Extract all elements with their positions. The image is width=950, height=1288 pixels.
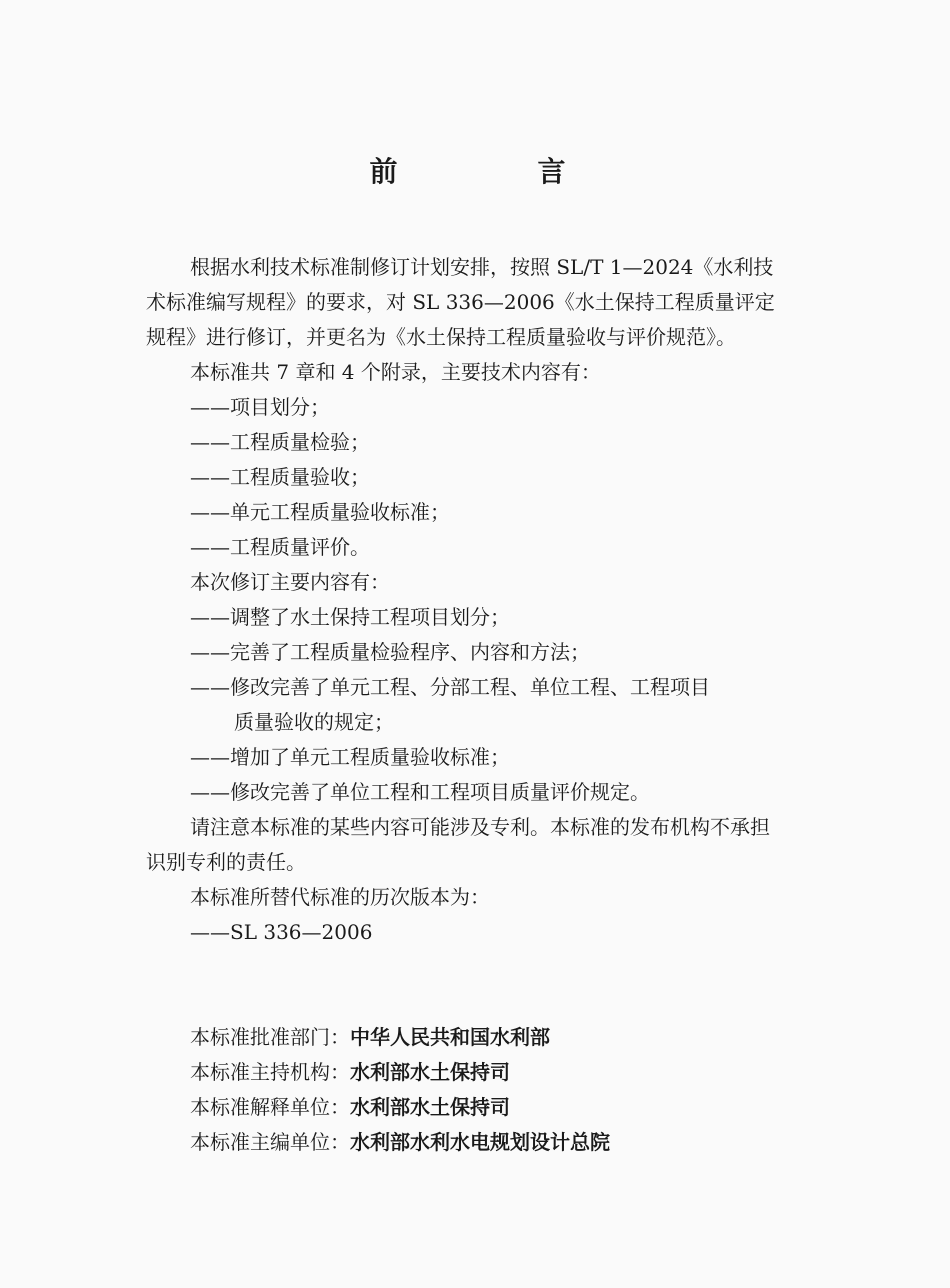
revision-item: ——修改完善了单位工程和工程项目质量评价规定。: [190, 780, 650, 804]
meta-label: 本标准解释单位：: [190, 1095, 350, 1119]
page-title: 前 言: [369, 155, 622, 188]
main-item: ——工程质量验收；: [190, 465, 370, 489]
approval-department-row: [190, 1020, 610, 1055]
meta-label: 本标准主持机构：: [190, 1060, 350, 1084]
chief-editor-unit-row: [190, 1125, 610, 1160]
main-content-intro: 本标准共 7 章和 4 个附录，主要技术内容有：: [190, 360, 601, 384]
interpretation-unit-row: [190, 1090, 610, 1125]
meta-label: 本标准主编单位：: [190, 1130, 350, 1154]
patent-notice: 请注意本标准的某些内容可能涉及专利。本标准的发布机构不承担识别专利的责任。: [146, 815, 770, 874]
main-item: ——项目划分；: [190, 395, 330, 419]
history-item: ——SL 336—2006: [190, 920, 373, 944]
revision-item: ——增加了单元工程质量验收标准；: [190, 745, 510, 769]
meta-label: 本标准批准部门：: [190, 1025, 350, 1049]
main-item: ——工程质量检验；: [190, 430, 370, 454]
standard-metadata: [190, 1020, 610, 1160]
revision-item-continuation: 质量验收的规定；: [234, 710, 394, 734]
main-item: ——单元工程质量验收标准；: [190, 500, 450, 524]
history-intro: 本标准所替代标准的历次版本为：: [190, 885, 490, 909]
revision-item: ——修改完善了单元工程、分部工程、单位工程、工程项目: [190, 675, 710, 699]
meta-value: 水利部水利水电规划设计总院: [350, 1130, 610, 1154]
intro-paragraph: 根据水利技术标准制修订计划安排，按照 SL/T 1—2024《水利技术标准编写规程》的要求，对 SL 336—2006《水土保持工程质量评定规程》进行修订，并更名为《水土保持工程质量验收与评价规范》。: [146, 255, 775, 349]
revision-item: ——完善了工程质量检验程序、内容和方法；: [190, 640, 590, 664]
main-item: ——工程质量评价。: [190, 535, 370, 559]
meta-value: 中华人民共和国水利部: [350, 1025, 550, 1049]
meta-value: 水利部水土保持司: [350, 1095, 510, 1119]
host-organization-row: [190, 1055, 610, 1090]
revision-intro: 本次修订主要内容有：: [190, 570, 390, 594]
meta-value: 水利部水土保持司: [350, 1060, 510, 1084]
preface-body: [146, 250, 786, 950]
revision-item: ——调整了水土保持工程项目划分；: [190, 605, 510, 629]
